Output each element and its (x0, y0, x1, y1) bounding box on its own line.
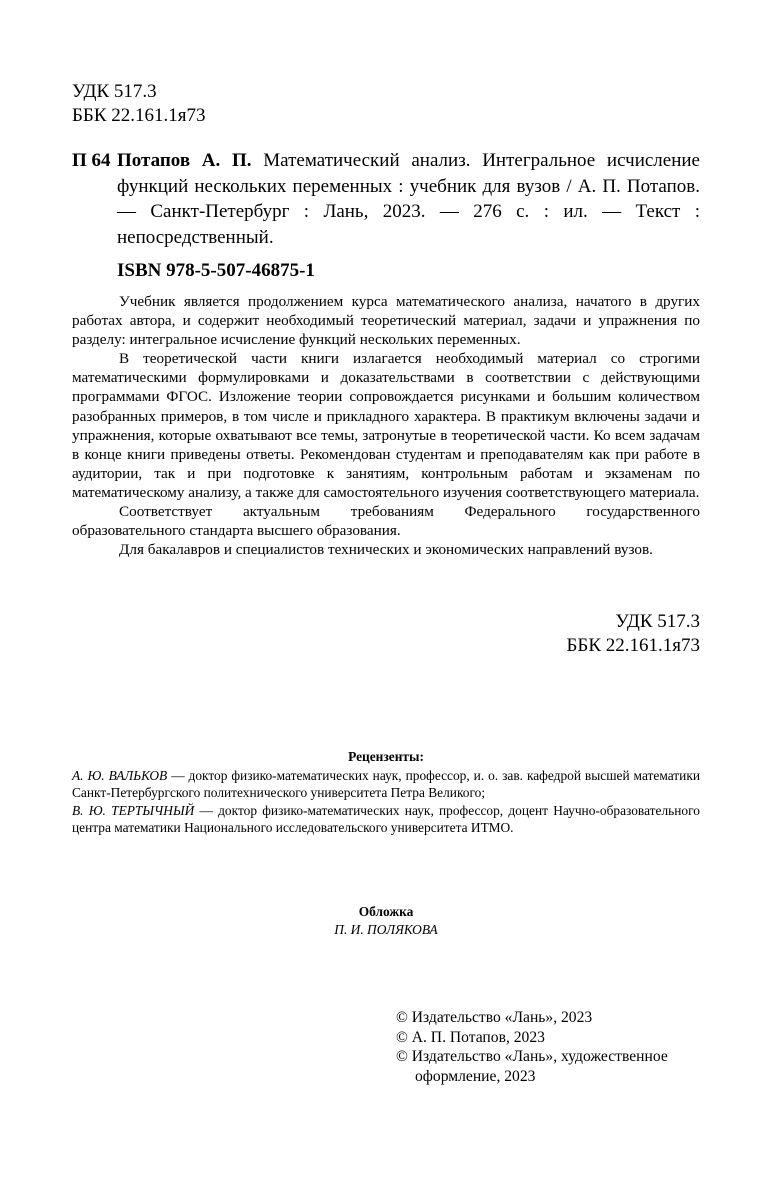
annotation-paragraph: Для бакалавров и специалистов технических и экономических направлений вузов. (119, 541, 653, 559)
reviewer-name: А. Ю. ВАЛЬКОВ (72, 767, 168, 783)
bibliographic-entry (72, 148, 700, 284)
copyright-line: оформление, 2023 (415, 1067, 536, 1085)
classification-top (72, 80, 205, 128)
reviewer-details: — доктор физико-математических наук, профессор, доцент Научно-образовательного центра математики Национального исследовательского университета ИТМО. (72, 802, 700, 835)
annotation-paragraph: Учебник является продолжением курса математического анализа, начатого в других работах автора, и содержит необходимый теоретический материал, задачи и упражнения по разделу: интегральное исчисление функций нескольких переменных. (72, 293, 700, 349)
udk-code: УДК 517.3 (72, 81, 157, 102)
bbk-code: ББК 22.161.1я73 (566, 635, 700, 656)
cover-credit (72, 903, 700, 938)
author-name: Потапов А. П. (117, 150, 252, 171)
copyright-line: © Издательство «Лань», художественное (396, 1048, 668, 1066)
isbn: ISBN 978-5-507-46875-1 (117, 260, 315, 281)
copyright-line: © А. П. Потапов, 2023 (396, 1028, 545, 1046)
classification-bottom (556, 610, 700, 658)
reviewer-entry (72, 767, 700, 802)
reviewer-details: — доктор физико-математических наук, профессор, и. о. зав. кафедрой высшей математики Санкт-Петербургского политехнического университета Петра Великого; (72, 767, 701, 800)
copyright-line: © Издательство «Лань», 2023 (396, 1009, 593, 1026)
annotation (72, 292, 700, 559)
annotation-paragraph: Соответствует актуальным требованиям Федерального государственного образовательного стандарта высшего образования. (72, 503, 700, 540)
bbk-code: ББК 22.161.1я73 (72, 105, 206, 126)
cover-designer: П. И. ПОЛЯКОВА (334, 921, 438, 937)
cover-heading: Обложка (358, 904, 414, 919)
reviewers-block (72, 748, 700, 837)
udk-code: УДК 517.3 (615, 611, 700, 632)
book-description: Математический анализ. Интегральное исчисление функций нескольких переменных : учебник для вузов / А. П. Потапов. — Санкт-Петербург : Лань, 2023. — 276 с. : ил. — Текст : непосредственный. (117, 150, 700, 248)
bibliographic-description (117, 148, 700, 250)
reviewer-name: В. Ю. ТЕРТЫЧНЫЙ (72, 802, 195, 818)
reviewer-entry (72, 802, 700, 837)
copyright-block (396, 1008, 716, 1086)
reviewers-heading: Рецензенты: (348, 749, 424, 764)
annotation-paragraph: В теоретической части книги излагается необходимый материал со строгими математическими формулировками и доказательствами в соответствии с действующими программами ФГОС. Изложение теории сопровождается рисунками и большим количеством разобранных примеров, в том числе и прикладного характера. В практикум включены задачи и упражнения, которые охватывают все темы, затронутые в теоретической части. Ко всем задачам в конце книги приведены ответы. Рекомендован студентам и преподавателям как при работе в аудитории, так и при подготовке к занятиям, контрольным работам и экзаменам по математическому анализу, а также для самостоятельного изучения соответствующего материала. (72, 350, 700, 501)
author-mark: П 64 (72, 150, 111, 171)
